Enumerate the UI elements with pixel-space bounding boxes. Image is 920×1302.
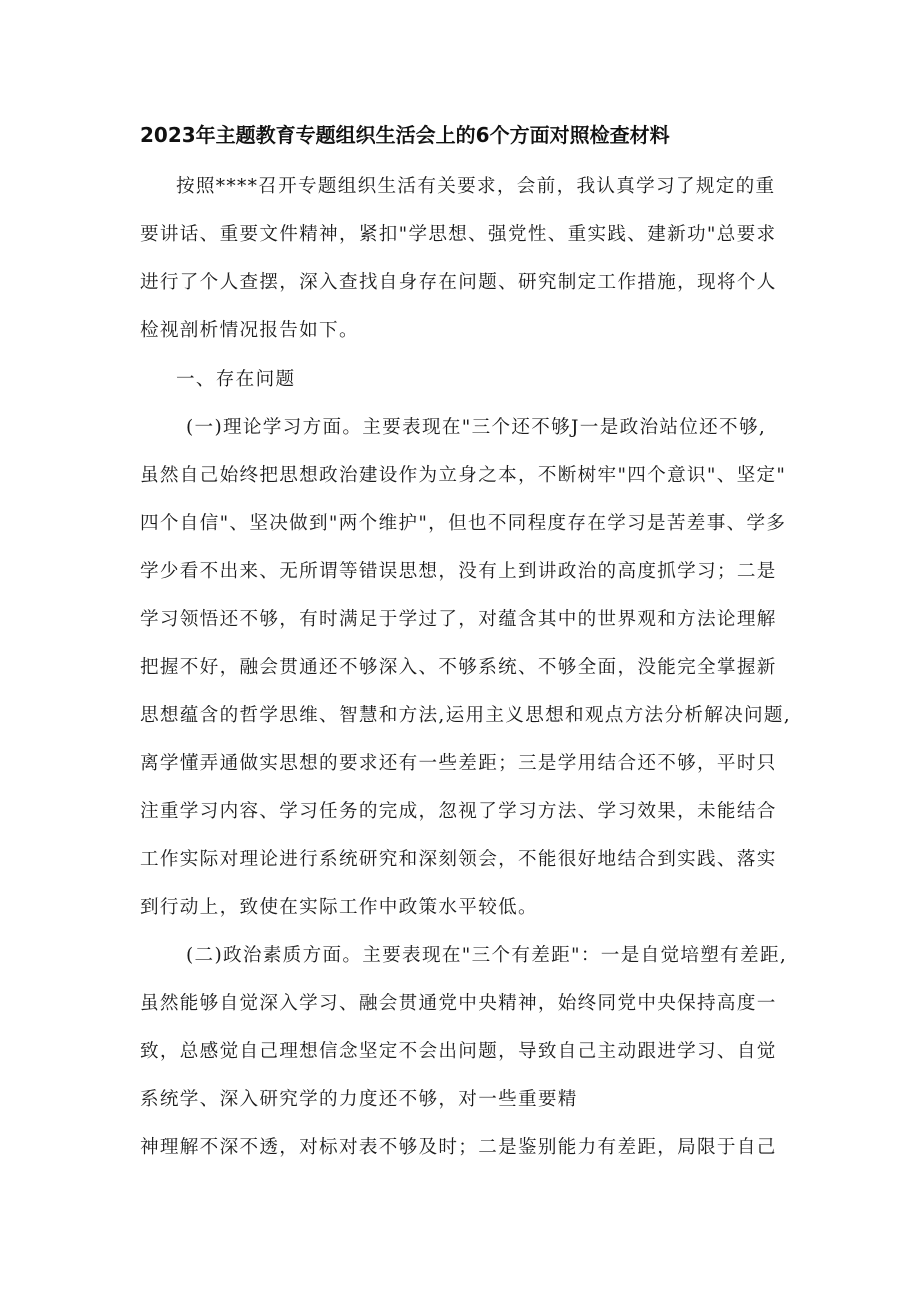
para1-line: 四个自信"、坚决做到"两个维护"，但也不同程度存在学习是苦差事、学多: [140, 513, 787, 534]
para1-line: 学少看不出来、无所谓等错误思想，没有上到讲政治的高度抓学习；二是: [140, 561, 777, 582]
para2-line: 虽然能够自觉深入学习、融会贯通党中央精神，始终同党中央保持高度一: [140, 993, 777, 1014]
para1-line: 把握不好，融会贯通还不够深入、不够系统、不够全面，没能完全掌握新: [140, 657, 777, 678]
document-title: 2023年主题教育专题组织生活会上的6个方面对照检查材料: [140, 123, 670, 147]
para1-line: 工作实际对理论进行系统研究和深刻领会，不能很好地结合到实践、落实: [140, 849, 777, 870]
para2-line: 神理解不深不透，对标对表不够及时；二是鉴别能力有差距，局限于自己: [140, 1137, 777, 1158]
intro-line: 进行了个人查摆，深入查找自身存在问题、研究制定工作措施，现将个人: [140, 272, 777, 293]
intro-line: 按照****召开专题组织生活有关要求，会前，我认真学习了规定的重: [176, 176, 776, 197]
para1-line: 离学懂弄通做实思想的要求还有一些差距；三是学用结合还不够，平时只: [140, 753, 777, 774]
para2-line: 系统学、深入研究学的力度还不够，对一些重要精: [140, 1089, 578, 1110]
intro-line: 检视剖析情况报告如下。: [140, 320, 359, 341]
para1-line: 到行动上，致使在实际工作中政策水平较低。: [140, 897, 538, 918]
para1-line: 学习领悟还不够，有时满足于学过了，对蕴含其中的世界观和方法论理解: [140, 609, 777, 630]
para1-line: 注重学习内容、学习任务的完成，忽视了学习方法、学习效果，未能结合: [140, 801, 777, 822]
para1-line: 思想蕴含的哲学思维、智慧和方法,运用主义思想和观点方法分析解决问题,: [140, 705, 792, 726]
para2-line: (二)政治素质方面。主要表现在"三个有差距"：一是自觉培塑有差距,: [186, 945, 788, 966]
para1-line: 虽然自己始终把思想政治建设作为立身之本，不断树牢"四个意识"、坚定": [140, 465, 787, 486]
intro-line: 要讲话、重要文件精神，紧扣"学思想、强党性、重实践、建新功"总要求: [140, 224, 777, 245]
section-heading: 一、存在问题: [176, 369, 296, 390]
para2-line: 致，总感觉自己理想信念坚定不会出问题，导致自己主动跟进学习、自觉: [140, 1041, 777, 1062]
para1-line: (一)理论学习方面。主要表现在"三个还不够J一是政治站位还不够,: [186, 417, 767, 438]
